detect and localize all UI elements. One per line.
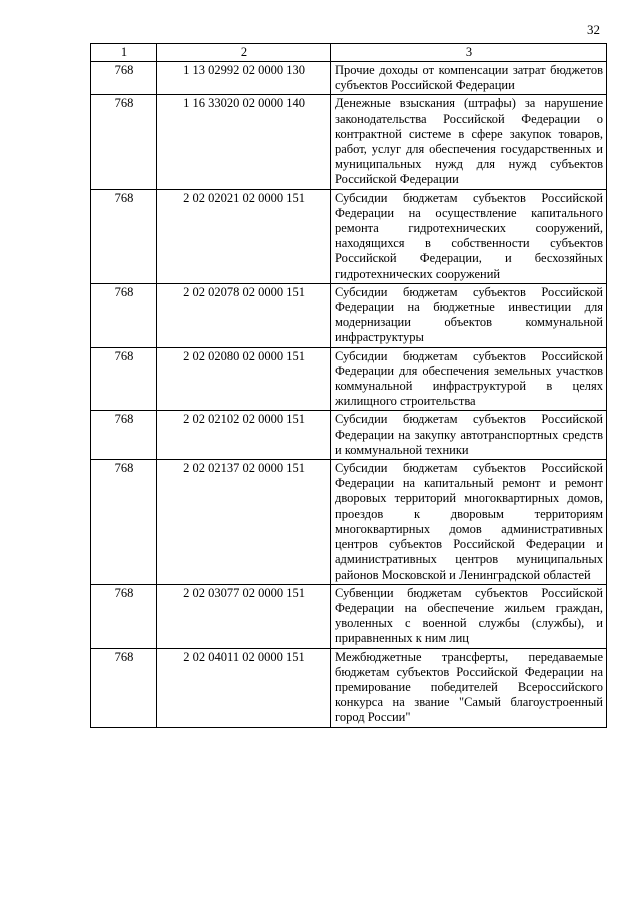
- table-row: [91, 347, 607, 411]
- budget-code-cell: 2 02 02078 02 0000 151: [157, 283, 331, 347]
- revenue-name-cell: Субвенции бюджетам субъектов Российской Федерации на обеспечение жильем граждан, уволенных с военной службы (службы), и приравненных к ним лиц: [331, 584, 607, 648]
- revenue-name-cell: Субсидии бюджетам субъектов Российской Федерации на капитальный ремонт и ремонт дворовых территорий многоквартирных домов, проездов к дворовым территориям многоквартирных домов административных центров субъектов Российской Федерации и административных центров муниципальных районов Московской и Ленинградской областей: [331, 460, 607, 585]
- revenue-name-cell: Прочие доходы от компенсации затрат бюджетов субъектов Российской Федерации: [331, 62, 607, 95]
- table-row: [91, 62, 607, 95]
- table-row: [91, 460, 607, 585]
- column-header-2: 2: [157, 44, 331, 62]
- admin-code-cell: 768: [91, 411, 157, 460]
- budget-code-cell: 2 02 02080 02 0000 151: [157, 347, 331, 411]
- budget-code-cell: 2 02 04011 02 0000 151: [157, 648, 331, 727]
- budget-code-cell: 2 02 02102 02 0000 151: [157, 411, 331, 460]
- admin-code-cell: 768: [91, 648, 157, 727]
- budget-code-cell: 1 13 02992 02 0000 130: [157, 62, 331, 95]
- table-row: [91, 648, 607, 727]
- budget-code-cell: 2 02 03077 02 0000 151: [157, 584, 331, 648]
- revenue-name-cell: Межбюджетные трансферты, передаваемые бюджетам субъектов Российской Федерации на премирование победителей Всероссийского конкурса на звание "Самый благоустроенный город России": [331, 648, 607, 727]
- budget-code-cell: 2 02 02137 02 0000 151: [157, 460, 331, 585]
- admin-code-cell: 768: [91, 584, 157, 648]
- admin-code-cell: 768: [91, 460, 157, 585]
- admin-code-cell: 768: [91, 283, 157, 347]
- revenue-name-cell: Субсидии бюджетам субъектов Российской Федерации для обеспечения земельных участков коммунальной инфраструктурой в целях жилищного строительства: [331, 347, 607, 411]
- revenue-name-cell: Субсидии бюджетам субъектов Российской Федерации на бюджетные инвестиции для модернизации объектов коммунальной инфраструктуры: [331, 283, 607, 347]
- admin-code-cell: 768: [91, 347, 157, 411]
- admin-code-cell: 768: [91, 62, 157, 95]
- revenue-name-cell: Денежные взыскания (штрафы) за нарушение законодательства Российской Федерации о контрактной системе в сфере закупок товаров, работ, услуг для обеспечения государственных и муниципальных нужд для нужд субъектов Российской Федерации: [331, 95, 607, 189]
- admin-code-cell: 768: [91, 189, 157, 283]
- admin-code-cell: 768: [91, 95, 157, 189]
- revenue-name-cell: Субсидии бюджетам субъектов Российской Федерации на осуществление капитального ремонта гидротехнических сооружений, находящихся в собственности субъектов Российской Федерации, и бесхозяйных гидротехнических сооружений: [331, 189, 607, 283]
- column-header-1: 1: [91, 44, 157, 62]
- table-row: [91, 189, 607, 283]
- table-row: [91, 283, 607, 347]
- page-number: 32: [587, 22, 600, 37]
- budget-code-cell: 2 02 02021 02 0000 151: [157, 189, 331, 283]
- revenue-name-cell: Субсидии бюджетам субъектов Российской Федерации на закупку автотранспортных средств и коммунальной техники: [331, 411, 607, 460]
- budget-code-cell: 1 16 33020 02 0000 140: [157, 95, 331, 189]
- table-row: [91, 411, 607, 460]
- revenue-codes-table: [90, 43, 607, 728]
- table-row: [91, 584, 607, 648]
- column-header-3: 3: [331, 44, 607, 62]
- table-header-row: [91, 44, 607, 62]
- table-row: [91, 95, 607, 189]
